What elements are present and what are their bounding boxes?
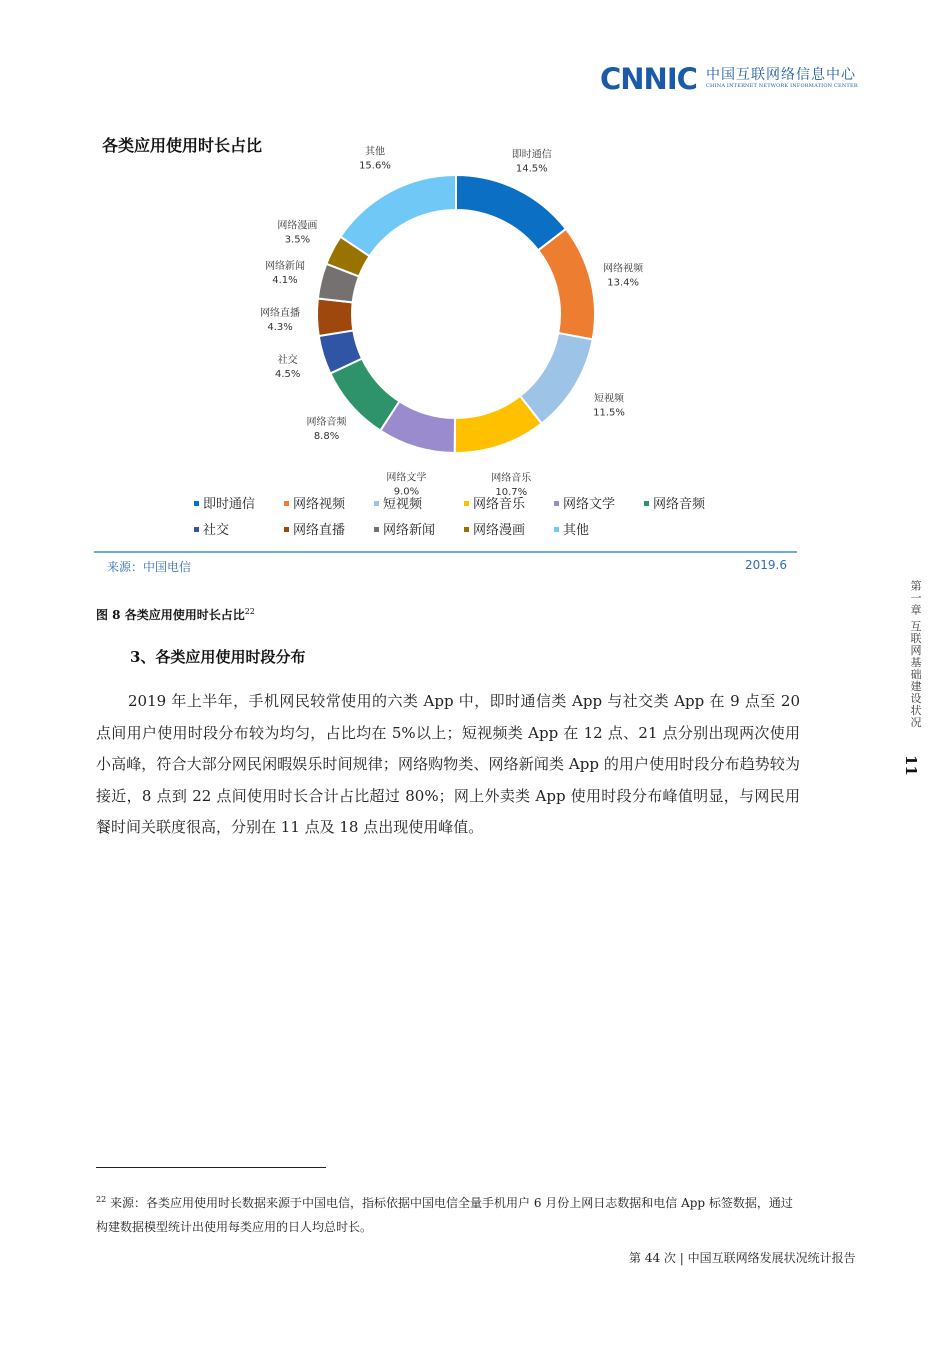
slice-label-value: 3.5% — [284, 234, 311, 246]
section-title: 3、各类应用使用时段分布 — [130, 648, 306, 666]
legend-swatch — [644, 501, 649, 506]
side-chapter-title: 第一章 互联网基础建设状况 — [909, 580, 922, 729]
legend-item — [284, 519, 345, 538]
logo-chinese-name: 中国互联网络信息中心 — [706, 67, 856, 83]
legend-label: 其他 — [563, 523, 590, 538]
legend-item — [374, 493, 422, 512]
legend-item — [194, 493, 255, 512]
donut-slices — [317, 175, 595, 453]
slice-label-value: 9.0% — [393, 486, 420, 498]
side-page-number: 11 — [902, 755, 920, 776]
legend-label: 网络视频 — [293, 497, 346, 512]
legend-swatch — [464, 501, 469, 506]
donut-slice-2 — [538, 229, 595, 340]
slice-label-name: 即时通信 — [511, 149, 552, 161]
legend-swatch — [284, 527, 289, 532]
side-chapter-tab — [899, 580, 929, 770]
legend-swatch — [464, 527, 469, 532]
legend-label: 即时通信 — [203, 497, 256, 512]
slice-label-name: 网络直播 — [260, 308, 301, 320]
slice-label-name: 网络视频 — [603, 263, 644, 275]
cnnic-logo — [600, 62, 880, 98]
slice-label-value: 4.3% — [267, 322, 293, 334]
legend-swatch — [554, 501, 559, 506]
source-date: 2019.6 — [745, 558, 787, 572]
slice-label-value: 4.1% — [272, 275, 298, 287]
legend-item — [194, 519, 229, 538]
slice-label-name: 网络音频 — [306, 417, 347, 429]
figure-caption — [96, 606, 255, 623]
slice-label-value: 4.5% — [274, 368, 301, 380]
figure-footnote-ref[interactable]: 22 — [244, 607, 255, 616]
slice-label-value: 13.4% — [607, 277, 640, 289]
legend-item — [374, 519, 435, 538]
footnote-ref: 22 — [96, 1195, 107, 1204]
source-label: 来源：中国电信 — [107, 560, 192, 574]
legend-label: 社交 — [203, 523, 230, 538]
donut-slice-1 — [456, 175, 566, 250]
page-footer: 第 44 次 | 中国互联网络发展状况统计报告 — [629, 1251, 856, 1265]
chart-title: 各类应用使用时长占比 — [102, 136, 263, 155]
legend-item — [464, 493, 525, 512]
legend-swatch — [374, 501, 379, 506]
slice-label-name: 网络漫画 — [277, 220, 318, 232]
slice-label-value: 15.6% — [359, 160, 391, 172]
slice-label-name: 其他 — [364, 146, 385, 158]
legend-item — [284, 493, 345, 512]
figure-caption-text: 图 8 各类应用使用时长占比 — [96, 608, 245, 622]
logo-english-name: CHINA INTERNET NETWORK INFORMATION CENTER — [706, 83, 858, 89]
legend-item — [644, 493, 705, 512]
body-paragraph: 2019 年上半年，手机网民较常使用的六类 App 中，即时通信类 App 与社交类 App 在 9 点至 20 点间用户使用时段分布较为均匀，占比均在 5%以上；短视频类 App 在 12 点、21 点分别出现两次使用小高峰，符合大部分网民闲暇娱乐时间规律；网络购物类、网络新闻类 App 的用户使用时段分布趋势较为接近，8 点到 22 点间使用时长合计占比超过 80%；网上外卖类 App 使用时段分布峰值明显，与网民用餐时间关联度很高，分别在 11 点及 18 点出现使用峰值。 — [96, 692, 800, 836]
slice-label-name: 网络新闻 — [264, 261, 305, 273]
donut-slice-11 — [340, 175, 456, 256]
slice-label-value: 10.7% — [495, 486, 528, 498]
legend-label: 网络音频 — [653, 497, 706, 512]
footnote-text: 来源：各类应用使用时长数据来源于中国电信，指标依据中国电信全量手机用户 6 月份上网日志数据和电信 App 标签数据，通过构建数据模型统计出使用每类应用的日人均总时长。 — [96, 1196, 793, 1234]
legend-swatch — [374, 527, 379, 532]
legend-swatch — [194, 501, 199, 506]
legend-label: 短视频 — [383, 497, 423, 512]
slice-label-value: 11.5% — [593, 407, 625, 419]
legend-label: 网络直播 — [293, 523, 346, 538]
legend-label: 网络音乐 — [473, 497, 526, 512]
legend-item — [464, 519, 525, 538]
slice-label-name: 社交 — [277, 354, 298, 366]
slice-label-value: 8.8% — [313, 431, 340, 443]
footnote-rule — [96, 1167, 326, 1168]
legend-swatch — [554, 527, 559, 532]
donut-chart — [210, 146, 730, 498]
legend-swatch — [194, 527, 199, 532]
slice-label-value: 14.5% — [515, 163, 548, 175]
logo-mark: CNNIC — [600, 62, 697, 96]
legend-item — [554, 519, 589, 538]
donut-slice-8 — [317, 299, 353, 336]
source-divider — [94, 551, 797, 553]
legend-label: 网络文学 — [563, 497, 616, 512]
slice-label-name: 网络文学 — [386, 472, 427, 484]
legend-item — [554, 493, 615, 512]
slice-label-name: 网络音乐 — [491, 472, 532, 484]
footnote — [96, 1188, 800, 1239]
legend-label: 网络漫画 — [473, 523, 526, 538]
legend-label: 网络新闻 — [383, 523, 436, 538]
slice-label-name: 短视频 — [594, 393, 625, 405]
legend-swatch — [284, 501, 289, 506]
